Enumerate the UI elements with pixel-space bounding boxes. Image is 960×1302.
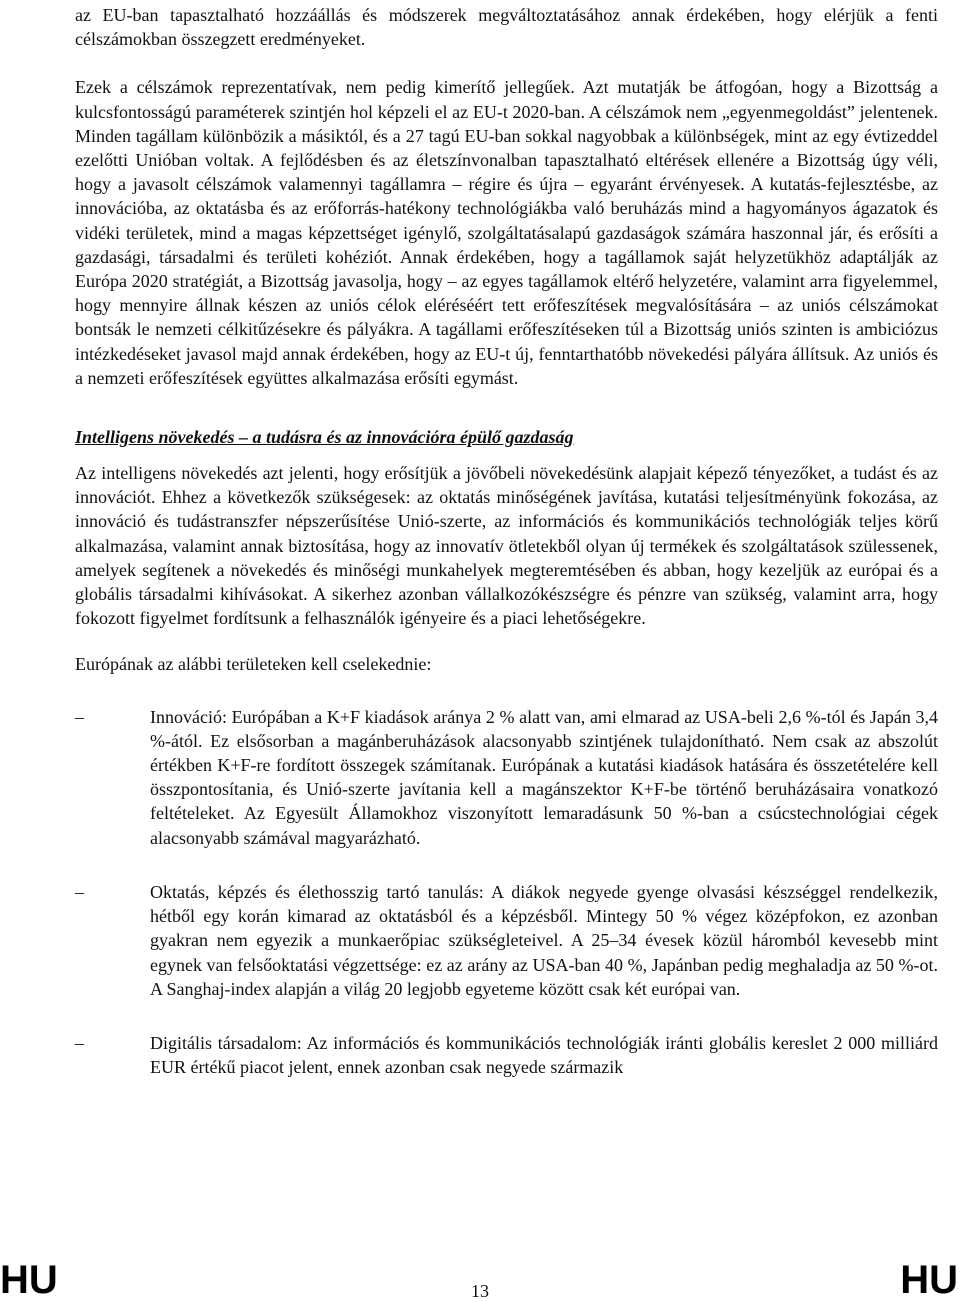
section-body: Az intelligens növekedés azt jelenti, hogy erősítjük a jövőbeli növekedésünk alapjait képező tényezőket, a tudást és az innovációt. Ehhez a következők szükségesek: az oktatás minőségének javítása, kutatási teljesítményünk fokozása, az innováció és tudástranszfer népszerűsítése Unió-szerte, az információs és kommunikációs technológiák teljes körű alkalmazása, valamint annak biztosítása, hogy az innovatív ötletekből olyan új termékek és szolgáltatások szülessenek, amelyek segítenek a növekedés és minőségi munkahelyek megteremtésében és abban, hogy kezeljük az európai és a globális társadalmi kihívásokat. A sikerhez azonban vállalkozókészségre és pénzre van szükség, valamint arra, hogy fokozott figyelmet fordítsunk a felhasználók igényeire és a piaci lehetőségekre. <box>75 463 938 629</box>
list-item-text: Digitális társadalom: Az információs és kommunikációs technológiák iránti globális kereslet 2 000 milliárd EUR értékű piacot jelent, ennek azonban csak negyede származik <box>150 1032 938 1078</box>
dash-bullet: – <box>75 706 84 727</box>
language-mark-left: HU <box>0 1258 58 1302</box>
list-item-text: Innováció: Európában a K+F kiadások aránya 2 % alatt van, ami elmarad az USA-beli 2,6 %-tól és Japán 3,4 %-ától. Ez elsősorban a magánberuházások alacsonyabb szintjének tulajdonítható. Nem csak az abszolút értékben K+F-re fordított összegek számítanak. Európának a kutatási kiadások hatására és összetételére kell összpontosítania, és Unió-szerte javítania kell a magánszektor K+F-be történő beruházásaira vonatkozó feltételeket. Az Egyesült Államokhoz viszonyított lemaradásunk 50 %-ban a csúcstechnológiai cégek alacsonyabb számával magyarázható. <box>150 706 938 848</box>
list-item-innovation <box>75 705 938 850</box>
section-heading: Intelligens növekedés – a tudásra és az innovációra épülő gazdaság <box>75 427 574 448</box>
section-intro: Európának az alábbi területeken kell cselekednie: <box>75 654 432 675</box>
list-item-text: Oktatás, képzés és élethosszig tartó tanulás: A diákok negyede gyenge olvasási készséggel rendelkezik, hétből egy korán kimarad az oktatásból és a képzésből. Mintegy 50 % végez középfokon, ez azonban gyakran nem egyezik a munkaerőpiac szükségleteivel. A 25–34 évesek közül háromból kevesebb mint egynek van felsőoktatási végzettsége: ez az arány az USA-ban 40 %, Japánban pedig meghaladja az 50 %-ot. A Sanghaj-index alapján a világ 20 legjobb egyeteme között csak két európai van. <box>150 881 938 999</box>
list-item-education <box>75 880 938 1001</box>
paragraph-targets: Ezek a célszámok reprezentatívak, nem pedig kimerítő jellegűek. Azt mutatják be átfogóan, hogy a Bizottság a kulcsfontosságú paraméterek szintjén hol képzeli el az EU-t 2020-ban. A célszámok nem „egyenmegoldást” jelentenek. Minden tagállam különbözik a másiktól, és a 27 tagú EU-ban sokkal nagyobbak a különbségek, mint az egy évtizeddel ezelőtti Unióban voltak. A fejlődésben és az életszínvonalban tapasztalható eltérések ellenére a Bizottság úgy véli, hogy a javasolt célszámok valamennyi tagállamra – régire és újra – egyaránt érvényesek. A kutatás-fejlesztésbe, az innovációba, az oktatásba és az erőforrás-hatékony technológiákba való beruházás mind a hagyományos ágazatok és vidéki területek, mind a magas képzettséget igénylő, szolgáltatásalapú gazdaságok számára haszonnal jár, és erősíti a gazdasági, társadalmi és területi kohéziót. Annak érdekében, hogy a tagállamok saját helyzetükhöz adaptálják az Európa 2020 stratégiát, a Bizottság javasolja, hogy – az egyes tagállamok eltérő helyzetére, valamint arra figyelemmel, hogy mennyire állnak készen az uniós célok eléréséért tett erőfeszítések megvalósítására – az uniós célszámokat bontsák le nemzeti célkitűzésekre és pályákra. A tagállami erőfeszítéseken túl a Bizottság uniós szinten is ambiciózus intézkedéseket javasol majd annak érdekében, hogy az EU-t új, fenntarthatóbb növekedési pályára állítsuk. Az uniós és a nemzeti erőfeszítések együttes alkalmazása erősíti egymást. <box>75 77 938 388</box>
dash-bullet: – <box>75 881 84 902</box>
language-mark-right: HU <box>900 1258 958 1302</box>
page-number: 13 <box>471 1281 489 1301</box>
list-item-digital <box>75 1031 938 1079</box>
paragraph-continuation: az EU-ban tapasztalható hozzáállás és módszerek megváltoztatásához annak érdekében, hogy elérjük a fenti célszámokban összegzett eredményeket. <box>75 5 938 50</box>
document-page <box>75 0 938 1079</box>
dash-bullet: – <box>75 1032 84 1053</box>
